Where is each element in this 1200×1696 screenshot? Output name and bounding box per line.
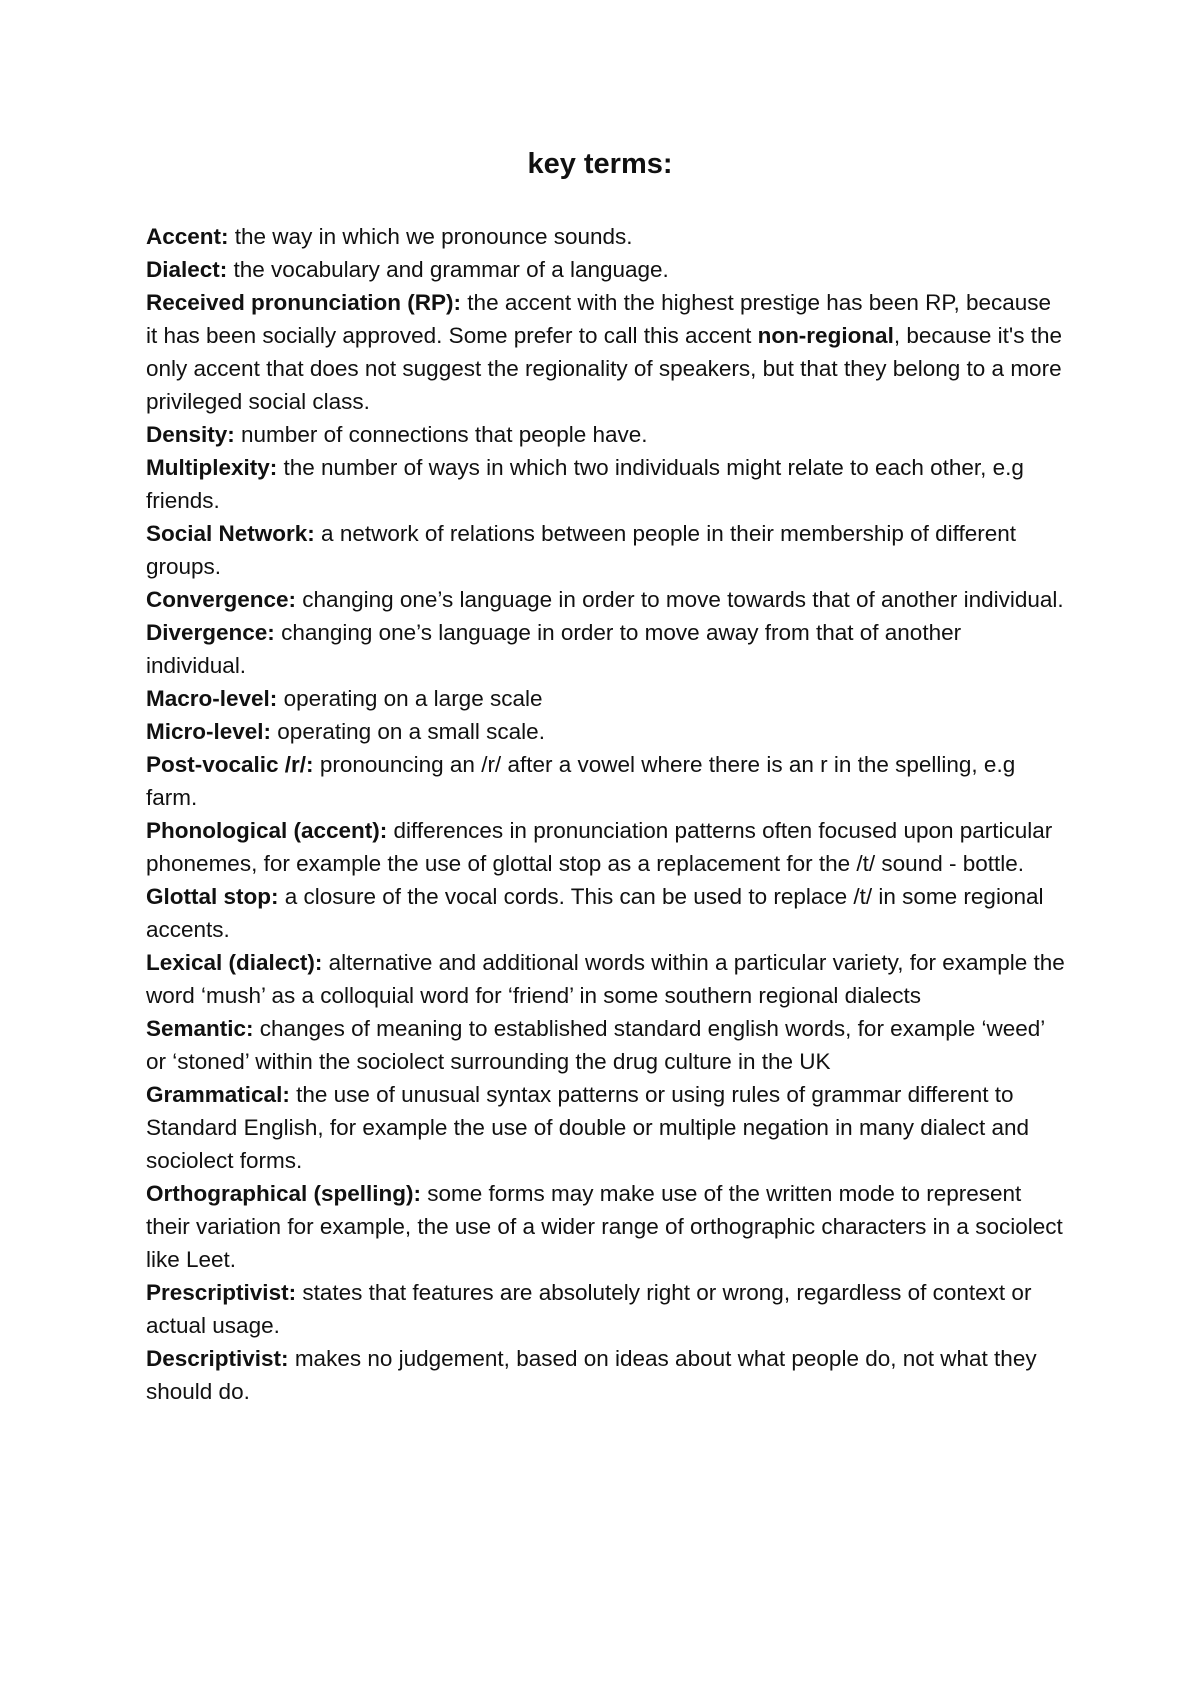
term-name: Accent: xyxy=(146,224,229,249)
term-definition: a network of relations between people in their membership of different groups. xyxy=(146,521,1017,579)
term-definition: differences in pronunciation patterns often focused upon particular phonemes, for example the use of glottal stop as a replacement for the /t/ sound - bottle. xyxy=(146,818,1053,876)
term-entry-grammatical xyxy=(146,1078,1066,1177)
term-name: Macro-level: xyxy=(146,686,278,711)
term-definition: operating on a small scale. xyxy=(271,719,545,744)
term-definition: number of connections that people have. xyxy=(234,422,648,447)
term-name: Grammatical: xyxy=(146,1082,290,1107)
term-name: Divergence: xyxy=(146,620,275,645)
term-name: Convergence: xyxy=(146,587,297,612)
term-name: Glottal stop: xyxy=(146,884,279,909)
term-definition: states that features are absolutely right or wrong, regardless of context or actual usage. xyxy=(146,1280,1032,1338)
term-definition: changes of meaning to established standard english words, for example ‘weed’ or ‘stoned’ within the sociolect surrounding the drug culture in the UK xyxy=(146,1016,1045,1074)
term-name: Prescriptivist: xyxy=(146,1280,297,1305)
term-name: Micro-level: xyxy=(146,719,272,744)
term-entry-descriptivist xyxy=(146,1342,1066,1408)
term-entry-semantic xyxy=(146,1012,1066,1078)
term-definition: alternative and additional words within a particular variety, for example the word ‘mush’ as a colloquial word for ‘friend’ in some southern regional dialects xyxy=(146,950,1065,1008)
term-definition: the use of unusual syntax patterns or using rules of grammar different to Standard English, for example the use of double or multiple negation in many dialect and sociolect forms. xyxy=(146,1082,1030,1173)
term-definition: some forms may make use of the written mode to represent their variation for example, the use of a wider range of orthographic characters in a sociolect like Leet. xyxy=(146,1181,1063,1272)
term-name: Social Network: xyxy=(146,521,315,546)
term-entry-divergence xyxy=(146,616,1066,682)
term-entry-micro-level xyxy=(146,715,1066,748)
term-entry-orthographical xyxy=(146,1177,1066,1276)
term-entry-macro-level xyxy=(146,682,1066,715)
term-entry-received-pronunciation xyxy=(146,286,1066,418)
term-emphasis: non-regional xyxy=(757,323,894,348)
term-entry-multiplexity xyxy=(146,451,1066,517)
term-definition-continued: , because it's the only accent that does not suggest the regionality of speakers, but that they belong to a more privileged social class. xyxy=(146,323,1062,414)
term-entry-prescriptivist xyxy=(146,1276,1066,1342)
term-entry-lexical xyxy=(146,946,1066,1012)
term-definition: the accent with the highest prestige has been RP, because it has been socially approved. Some prefer to call this accent xyxy=(146,290,1052,348)
term-name: Phonological (accent): xyxy=(146,818,388,843)
term-name: Orthographical (spelling): xyxy=(146,1181,422,1206)
term-name: Post-vocalic /r/: xyxy=(146,752,314,777)
term-definition: changing one’s language in order to move towards that of another individual. xyxy=(296,587,1064,612)
term-definition: operating on a large scale xyxy=(277,686,543,711)
term-definition: the number of ways in which two individuals might relate to each other, e.g friends. xyxy=(146,455,1024,513)
terms-list xyxy=(146,220,1066,1408)
term-entry-phonological xyxy=(146,814,1066,880)
term-name: Semantic: xyxy=(146,1016,254,1041)
term-name: Descriptivist: xyxy=(146,1346,289,1371)
term-entry-convergence xyxy=(146,583,1066,616)
term-name: Multiplexity: xyxy=(146,455,278,480)
term-definition: a closure of the vocal cords. This can be used to replace /t/ in some regional accents. xyxy=(146,884,1044,942)
term-entry-dialect xyxy=(146,253,1066,286)
term-definition: the vocabulary and grammar of a language. xyxy=(227,257,669,282)
term-name: Density: xyxy=(146,422,235,447)
term-entry-post-vocalic-r xyxy=(146,748,1066,814)
page-title: key terms: xyxy=(527,148,673,180)
term-name: Lexical (dialect): xyxy=(146,950,323,975)
term-definition: makes no judgement, based on ideas about what people do, not what they should do. xyxy=(146,1346,1037,1404)
term-definition: the way in which we pronounce sounds. xyxy=(228,224,633,249)
term-entry-accent xyxy=(146,220,1066,253)
term-name: Received pronunciation (RP): xyxy=(146,290,462,315)
term-entry-social-network xyxy=(146,517,1066,583)
term-entry-density xyxy=(146,418,1066,451)
term-definition: changing one’s language in order to move away from that of another individual. xyxy=(146,620,962,678)
term-definition: pronouncing an /r/ after a vowel where there is an r in the spelling, e.g farm. xyxy=(146,752,1016,810)
term-entry-glottal-stop xyxy=(146,880,1066,946)
term-name: Dialect: xyxy=(146,257,228,282)
